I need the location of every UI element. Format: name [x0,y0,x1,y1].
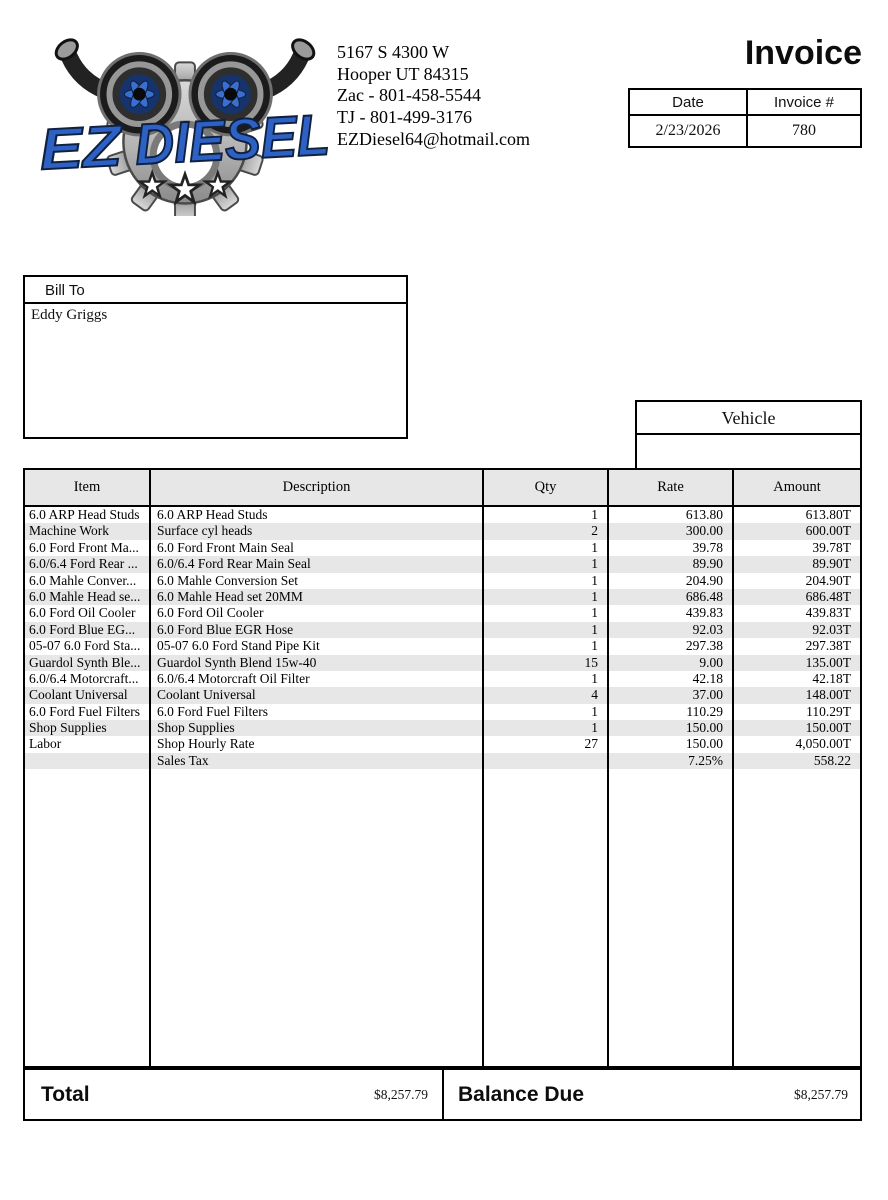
column-header-item: Item [25,470,151,507]
table-cell: 92.03 [609,622,734,638]
table-cell: 6.0 Ford Fuel Filters [151,704,484,720]
table-filler-cell [25,769,151,1066]
table-cell: Labor [25,736,151,752]
table-cell: 150.00T [734,720,860,736]
table-cell: 1 [484,671,609,687]
page-title: Invoice [744,34,862,72]
table-cell: 613.80 [609,507,734,523]
table-cell: Coolant Universal [151,687,484,703]
address-line: Zac - 801-458-5544 [337,85,481,106]
table-cell: 1 [484,507,609,523]
bill-to-box [23,275,408,439]
table-cell: 686.48 [609,589,734,605]
table-cell: 05-07 6.0 Ford Sta... [25,638,151,654]
table-cell: 2 [484,523,609,539]
table-cell: 6.0 Ford Front Ma... [25,540,151,556]
vehicle-value [637,435,860,468]
table-cell: 6.0 ARP Head Studs [151,507,484,523]
table-cell: 1 [484,573,609,589]
table-cell: 686.48T [734,589,860,605]
total-label: Total [41,1082,90,1106]
table-cell: Surface cyl heads [151,523,484,539]
table-cell: Machine Work [25,523,151,539]
table-cell: Coolant Universal [25,687,151,703]
table-filler-cell [484,769,609,1066]
table-cell [25,753,151,769]
svg-text:DIESEL: DIESEL [133,102,334,178]
table-cell: 1 [484,720,609,736]
totals-bar [23,1068,862,1121]
invoice-number-header: Invoice # [748,90,860,116]
table-cell: 6.0 Ford Oil Cooler [151,605,484,621]
table-cell: 6.0 Mahle Head se... [25,589,151,605]
address-line: TJ - 801-499-3176 [337,107,472,128]
table-cell: 6.0 Ford Oil Cooler [25,605,151,621]
table-cell: 204.90 [609,573,734,589]
table-cell: 9.00 [609,655,734,671]
table-filler-cell [151,769,484,1066]
balance-due-value: $8,257.79 [794,1086,848,1102]
table-cell: 6.0 Mahle Conver... [25,573,151,589]
table-cell: 1 [484,638,609,654]
table-cell: 150.00 [609,736,734,752]
logo-text [38,102,334,183]
address-line: Hooper UT 84315 [337,63,469,84]
svg-text:EZ: EZ [38,114,116,183]
table-cell: 558.22 [734,753,860,769]
table-cell: 6.0 Ford Blue EG... [25,622,151,638]
table-cell: 4,050.00T [795,736,851,752]
address-line: EZDiesel64@hotmail.com [337,128,531,149]
table-cell: Shop Hourly Rate [151,736,484,752]
table-cell: 6.0 Mahle Conversion Set [151,573,484,589]
table-cell: Guardol Synth Ble... [25,655,151,671]
table-cell: 37.00 [609,687,734,703]
date-header: Date [630,90,748,116]
table-cell: 7.25% [609,753,734,769]
table-cell: 1 [484,589,609,605]
table-cell: 6.0 Ford Front Main Seal [151,540,484,556]
items-table [23,468,862,1068]
column-header-amount: Amount [734,470,860,507]
table-cell: 1 [484,556,609,572]
table-cell: Sales Tax [151,753,484,769]
table-cell: 42.18T [812,670,851,686]
invoice-number-value: 780 [792,122,816,139]
table-cell: 439.83T [805,605,851,621]
table-cell [484,753,609,769]
table-cell: 110.29T [806,703,851,719]
table-cell: 4 [484,687,609,703]
table-cell: 6.0/6.4 Ford Rear Main Seal [151,556,484,572]
table-cell: 39.78T [812,539,851,555]
vehicle-box [635,400,862,468]
balance-due-label: Balance Due [458,1082,585,1106]
date-value: 2/23/2026 [630,116,748,146]
table-cell: 1 [484,704,609,720]
table-cell: 110.29 [609,704,734,720]
table-cell: 6.0/6.4 Motorcraft... [25,671,151,687]
table-cell: Guardol Synth Blend 15w-40 [151,655,484,671]
table-cell: 6.0/6.4 Motorcraft Oil Filter [151,671,484,687]
table-cell: Shop Supplies [151,720,484,736]
table-cell: 89.90 [609,556,734,572]
table-cell: 89.90T [734,556,860,572]
table-cell: 6.0 Mahle Head set 20MM [151,589,484,605]
table-cell: 613.80T [805,507,851,522]
table-cell: 6.0 Ford Fuel Filters [25,704,151,720]
address-line: 5167 S 4300 W [337,42,450,62]
table-cell: 297.38T [805,638,851,654]
table-cell: 05-07 6.0 Ford Stand Pipe Kit [151,638,484,654]
column-header-rate: Rate [609,470,734,507]
company-address [337,42,530,151]
vehicle-label: Vehicle [637,402,860,435]
table-filler-cell [734,769,860,1066]
table-cell: 6.0/6.4 Ford Rear ... [25,556,151,572]
total-value: $8,257.79 [374,1086,428,1102]
table-cell: 6.0 Ford Blue EGR Hose [151,622,484,638]
table-cell: Shop Supplies [25,720,151,736]
table-cell: 92.03T [734,622,860,638]
table-cell: 1 [484,605,609,621]
table-cell: 439.83 [609,605,734,621]
table-cell: 1 [484,540,609,556]
table-cell: 148.00T [734,687,860,703]
invoice-meta-table [628,88,862,148]
table-cell: 150.00 [609,720,734,736]
table-cell: 42.18 [609,671,734,687]
table-cell: 297.38 [609,638,734,654]
table-filler-cell [609,769,734,1066]
table-cell: 135.00T [734,655,860,671]
table-cell: 39.78 [609,540,734,556]
table-cell: 1 [484,622,609,638]
column-header-description: Description [151,470,484,507]
ez-diesel-logo-graphic [36,34,334,216]
company-logo [36,34,334,216]
column-header-qty: Qty [484,470,609,507]
bill-to-name: Eddy Griggs [31,307,108,323]
table-cell: 204.90T [805,572,851,588]
table-cell: 6.0 ARP Head Studs [25,507,151,523]
table-cell: 600.00T [734,523,860,539]
table-cell: 15 [484,655,609,671]
bill-to-label: Bill To [25,277,406,304]
table-cell: 300.00 [609,523,734,539]
table-cell: 27 [484,736,609,752]
